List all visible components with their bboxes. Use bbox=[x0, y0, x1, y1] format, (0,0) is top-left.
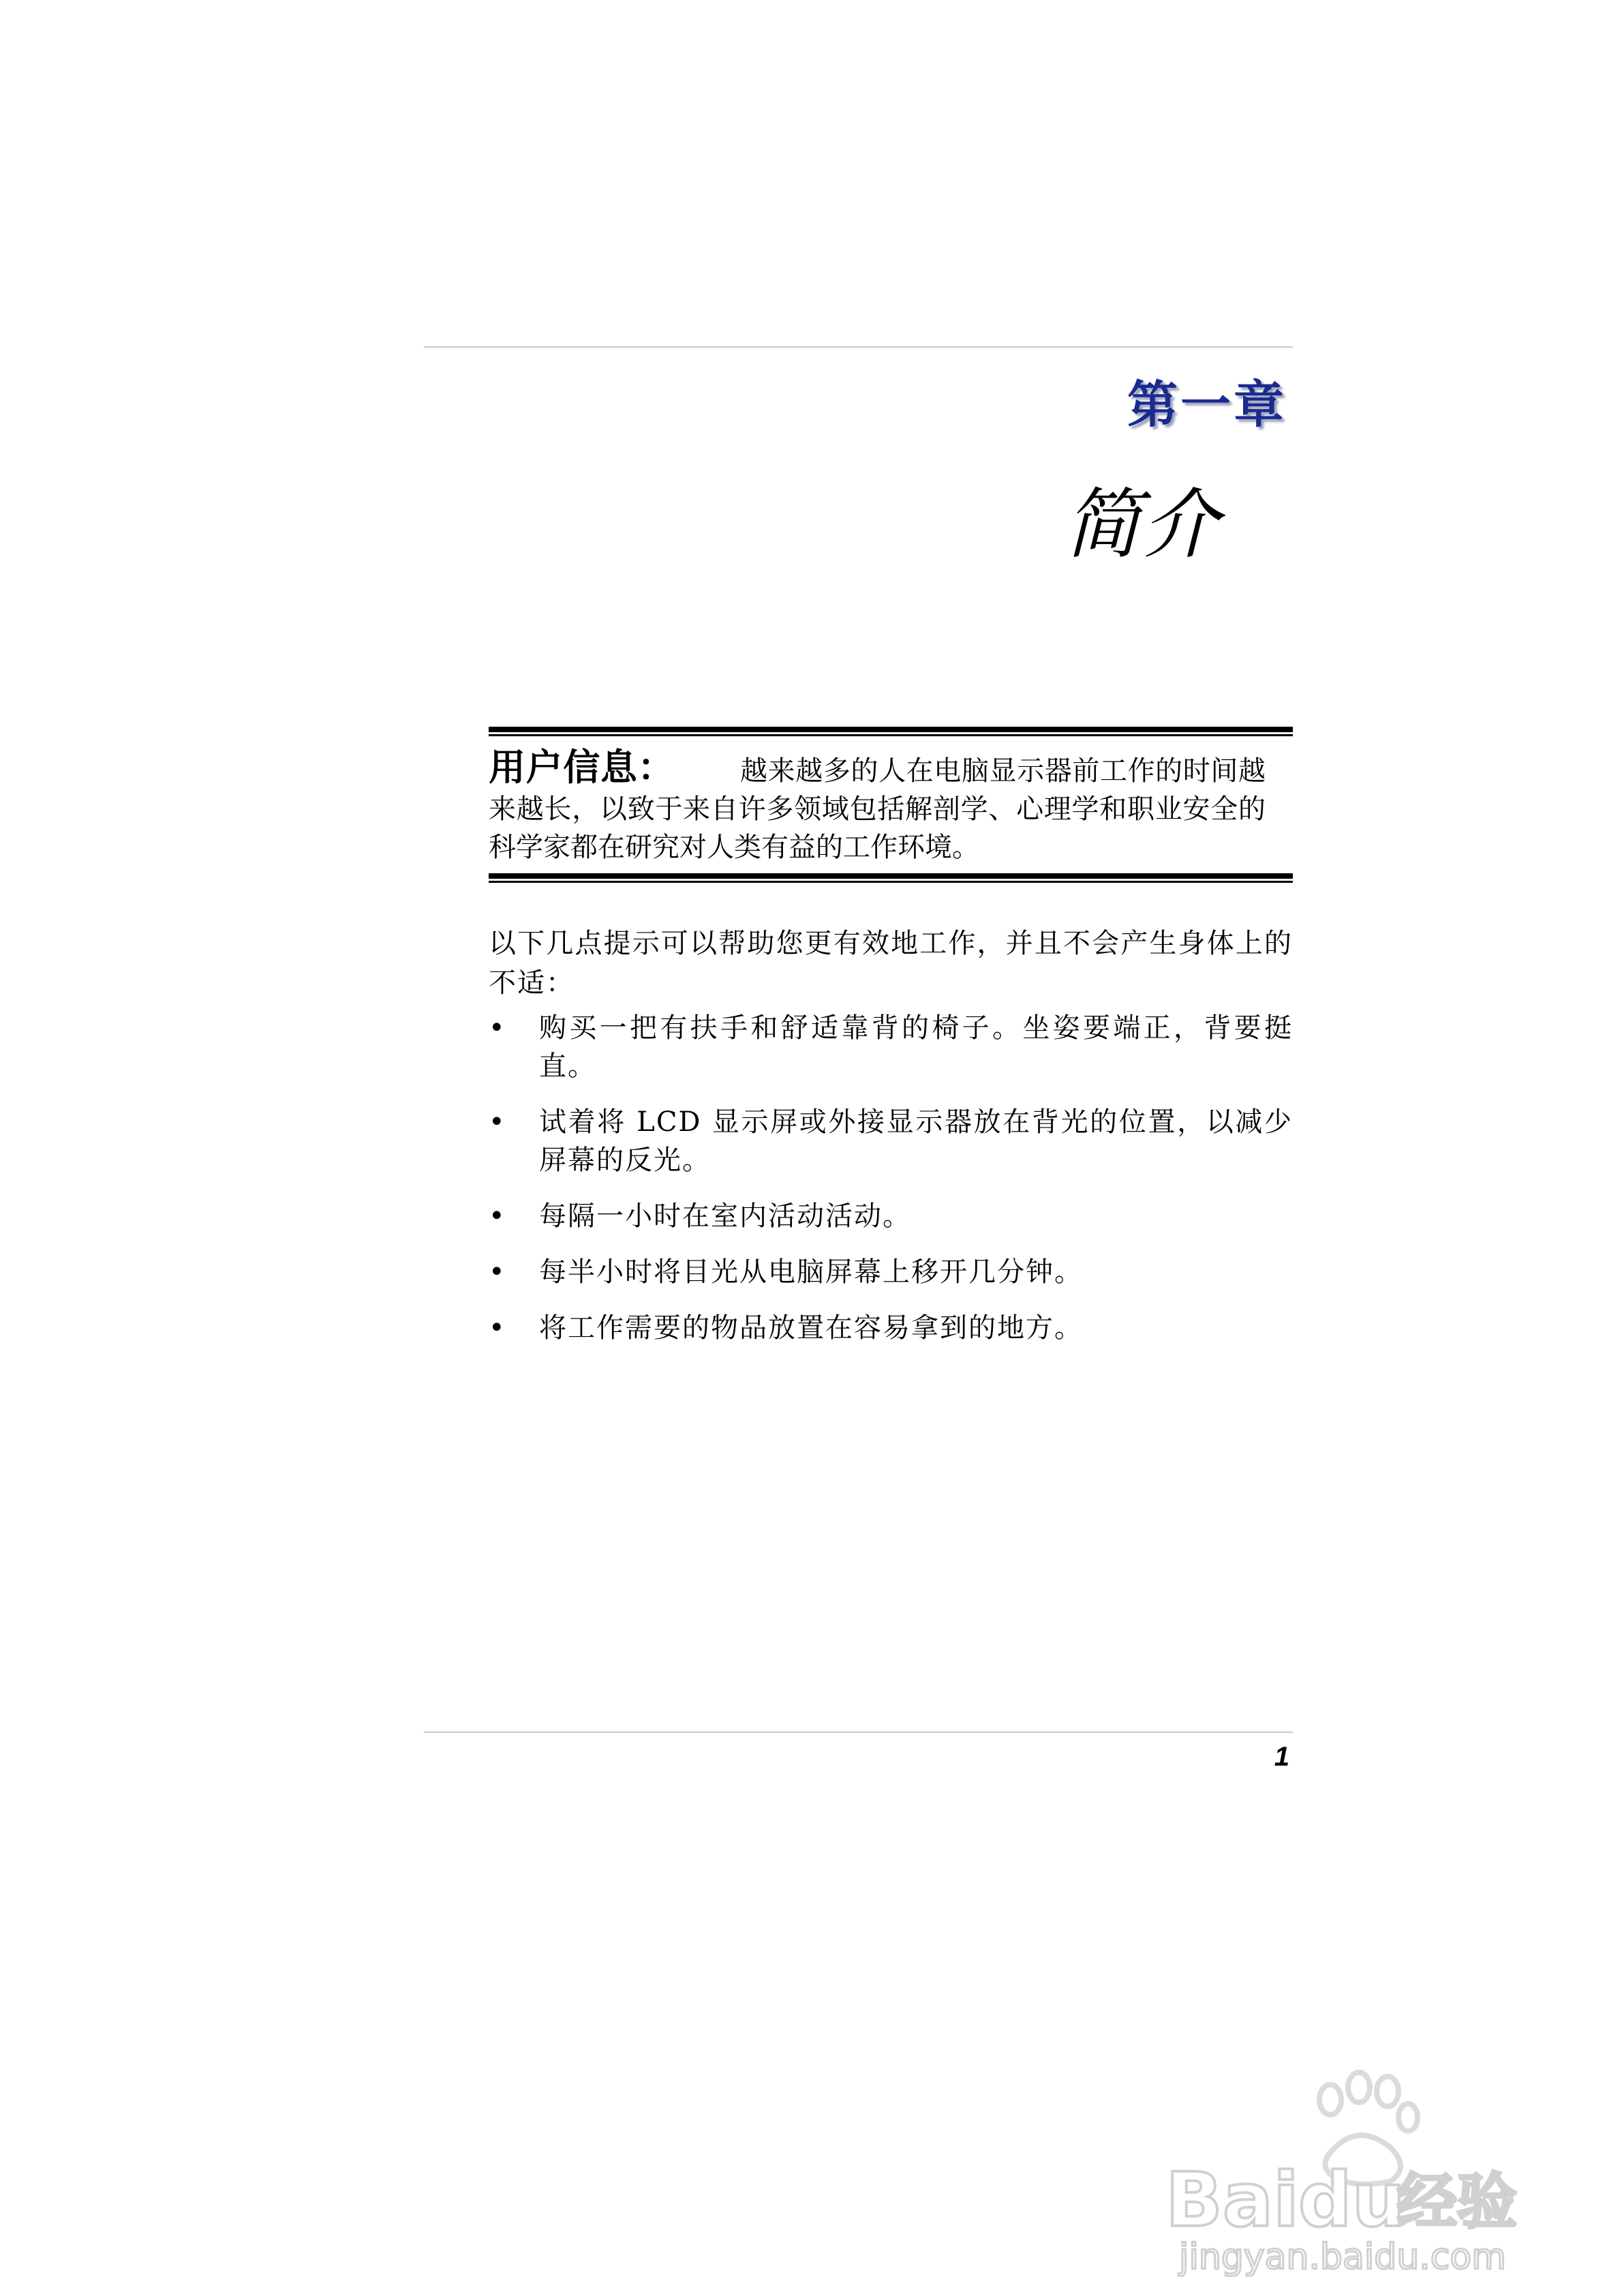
list-item bbox=[489, 1009, 1293, 1085]
page-number: 1 bbox=[1274, 1742, 1289, 1772]
list-item-text: 将工作需要的物品放置在容易拿到的地方。 bbox=[539, 1312, 1083, 1344]
info-box-bottom-rule bbox=[489, 873, 1293, 883]
svg-text:jingyan.baidu.com: jingyan.baidu.com bbox=[1179, 2237, 1506, 2277]
tips-list bbox=[489, 1009, 1293, 1365]
info-box-top-rule bbox=[489, 727, 1293, 736]
bullet-icon: • bbox=[489, 1312, 506, 1344]
bullet-icon: • bbox=[489, 1256, 506, 1288]
svg-text:经验: 经验 bbox=[1397, 2166, 1518, 2237]
svg-text:du: du bbox=[1298, 2156, 1406, 2244]
bullet-icon: • bbox=[489, 1012, 506, 1044]
header-rule bbox=[424, 346, 1293, 348]
svg-text:Bai: Bai bbox=[1165, 2156, 1299, 2244]
list-item bbox=[489, 1309, 1293, 1347]
info-box bbox=[489, 746, 1266, 866]
list-item bbox=[489, 1103, 1293, 1179]
baidu-jingyan-watermark bbox=[1152, 2052, 1533, 2277]
info-box-label: 用户信息： bbox=[489, 746, 675, 789]
footer-rule bbox=[424, 1732, 1293, 1733]
list-item bbox=[489, 1253, 1293, 1291]
chapter-heading: 第一章 bbox=[1127, 376, 1287, 434]
list-item-text: 每隔一小时在室内活动活动。 bbox=[539, 1200, 911, 1232]
intro-paragraph: 以下几点提示可以帮助您更有效地工作，并且不会产生身体上的不适： bbox=[489, 928, 1293, 999]
info-box-text: 越来越多的人在电脑显示器前工作的时间越来越长，以致于来自许多领域包括解剖学、心理学和职业安全的科学家都在研究对人类有益的工作环境。 bbox=[489, 755, 1266, 863]
list-item-text: 试着将 LCD 显示屏或外接显示器放在背光的位置，以减少屏幕的反光。 bbox=[539, 1106, 1293, 1176]
list-item-text: 购买一把有扶手和舒适靠背的椅子。坐姿要端正，背要挺直。 bbox=[539, 1012, 1293, 1082]
page-title: 简介 bbox=[1065, 481, 1220, 569]
list-item bbox=[489, 1197, 1293, 1235]
list-item-text: 每半小时将目光从电脑屏幕上移开几分钟。 bbox=[539, 1256, 1083, 1288]
bullet-icon: • bbox=[489, 1200, 506, 1232]
bullet-icon: • bbox=[489, 1106, 506, 1138]
